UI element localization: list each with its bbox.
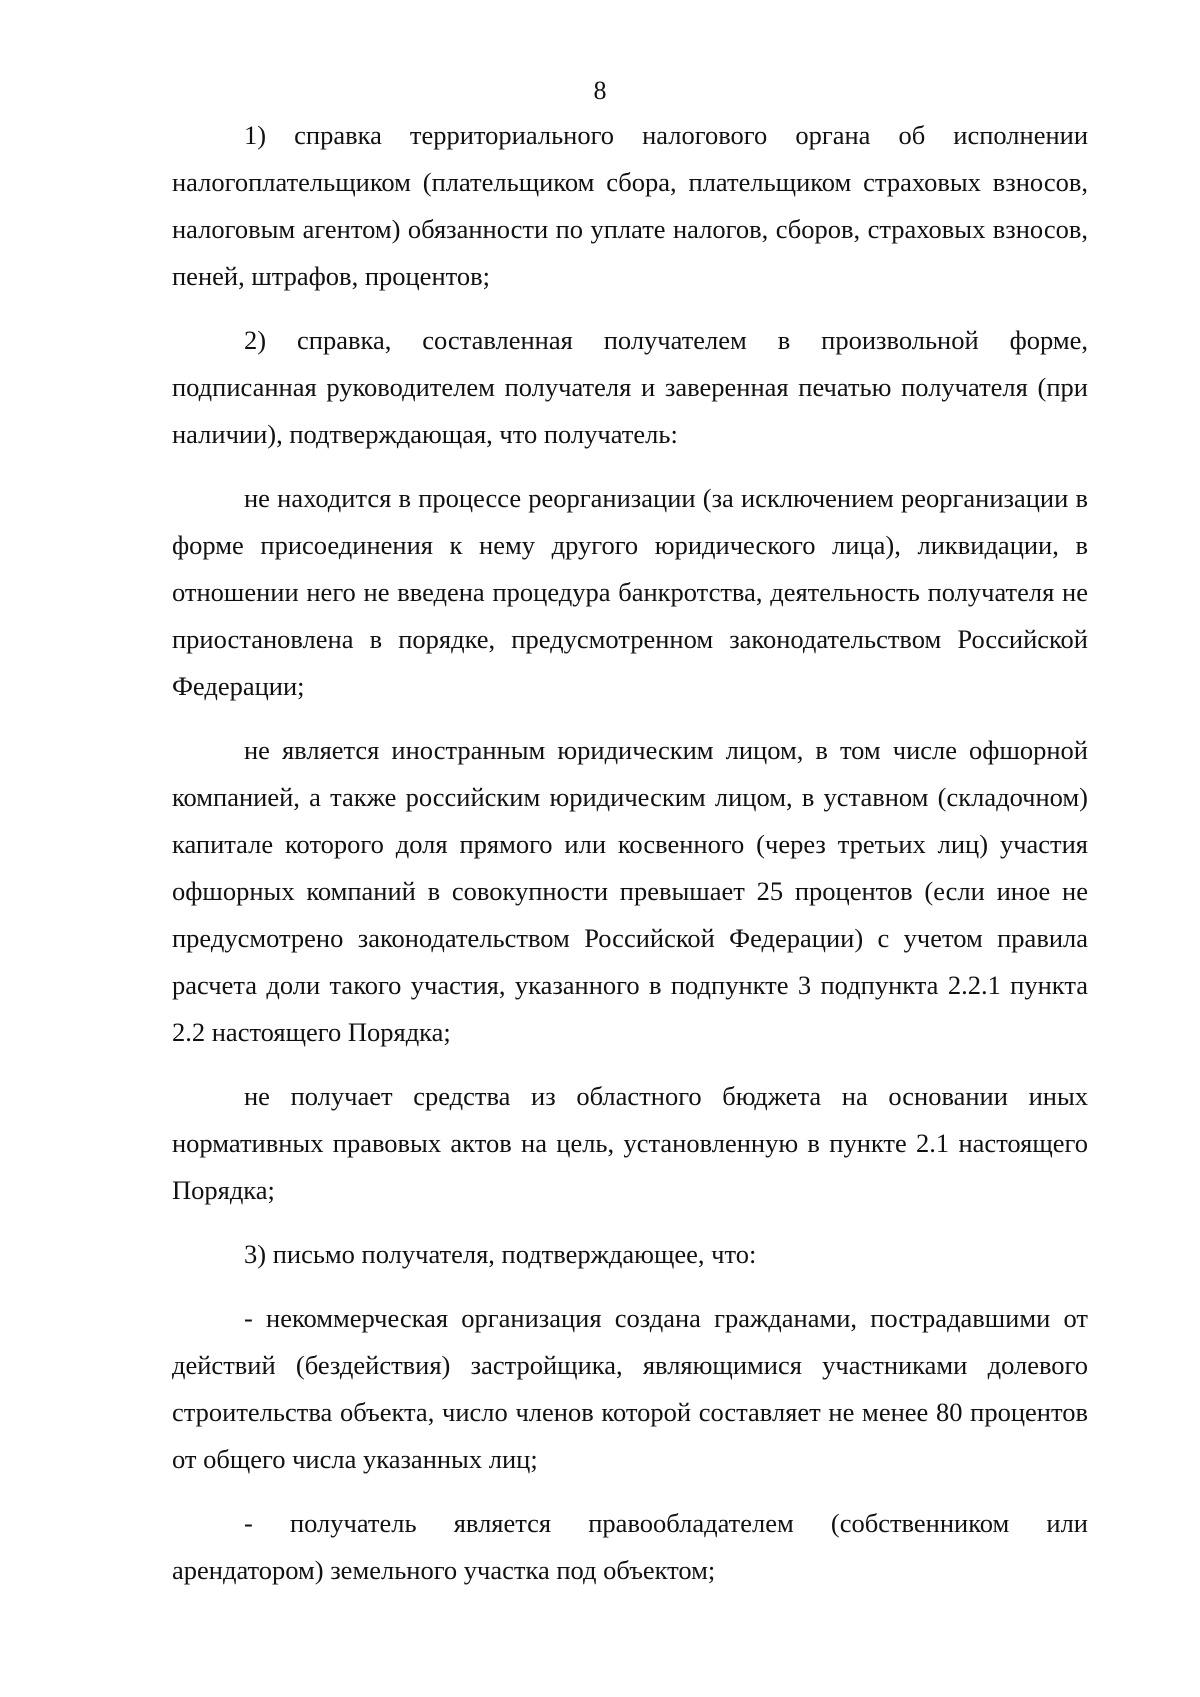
paragraph-nonprofit-created: - некоммерческая организация создана гражданами, пострадавшими от действий (бездействия) застройщика, являющимися участниками долевого строительства объекта, число членов которой составляет не менее 80 процентов от общего числа указанных лиц; — [172, 1303, 1088, 1474]
page-number: 8 — [593, 76, 607, 105]
paragraph-recipient-letter: 3) письмо получателя, подтверждающее, что: — [244, 1239, 757, 1269]
paragraph-land-rights-holder: - получатель является правообладателем (собственником или арендатором) земельного участка под объектом; — [172, 1508, 1088, 1585]
paragraph-not-foreign-entity: не является иностранным юридическим лицом, в том числе офшорной компанией, а также российским юридическим лицом, в уставном (складочном) капитале которого доля прямого или косвенного (через третьих лиц) участия офшорных компаний в совокупности превышает 25 процентов (если иное не предусмотрено законодательством Российской Федерации) с учетом правила расчета доли такого участия, указанного в подпункте 3 подпункта 2.2.1 пункта 2.2 настоящего Порядка; — [172, 735, 1088, 1047]
paragraph-no-reorganization: не находится в процессе реорганизации (за исключением реорганизации в форме присоединения к нему другого юридического лица), ликвидации, в отношении него не введена процедура банкротства, деятельность получателя не приостановлена в порядке, предусмотренном законодательством Российской Федерации; — [172, 483, 1088, 701]
paragraph-recipient-certificate: 2) справка, составленная получателем в произвольной форме, подписанная руководителем получателя и заверенная печатью получателя (при наличии), подтверждающая, что получатель: — [172, 325, 1088, 449]
document-body — [172, 112, 1088, 1611]
paragraph-no-other-funding: не получает средства из областного бюджета на основании иных нормативных правовых актов на цель, установленную в пункте 2.1 настоящего Порядка; — [172, 1081, 1088, 1205]
paragraph-tax-certificate: 1) справка территориального налогового органа об исполнении налогоплательщиком (плательщиком сбора, плательщиком страховых взносов, налоговым агентом) обязанности по уплате налогов, сборов, страховых взносов, пеней, штрафов, процентов; — [172, 120, 1088, 291]
